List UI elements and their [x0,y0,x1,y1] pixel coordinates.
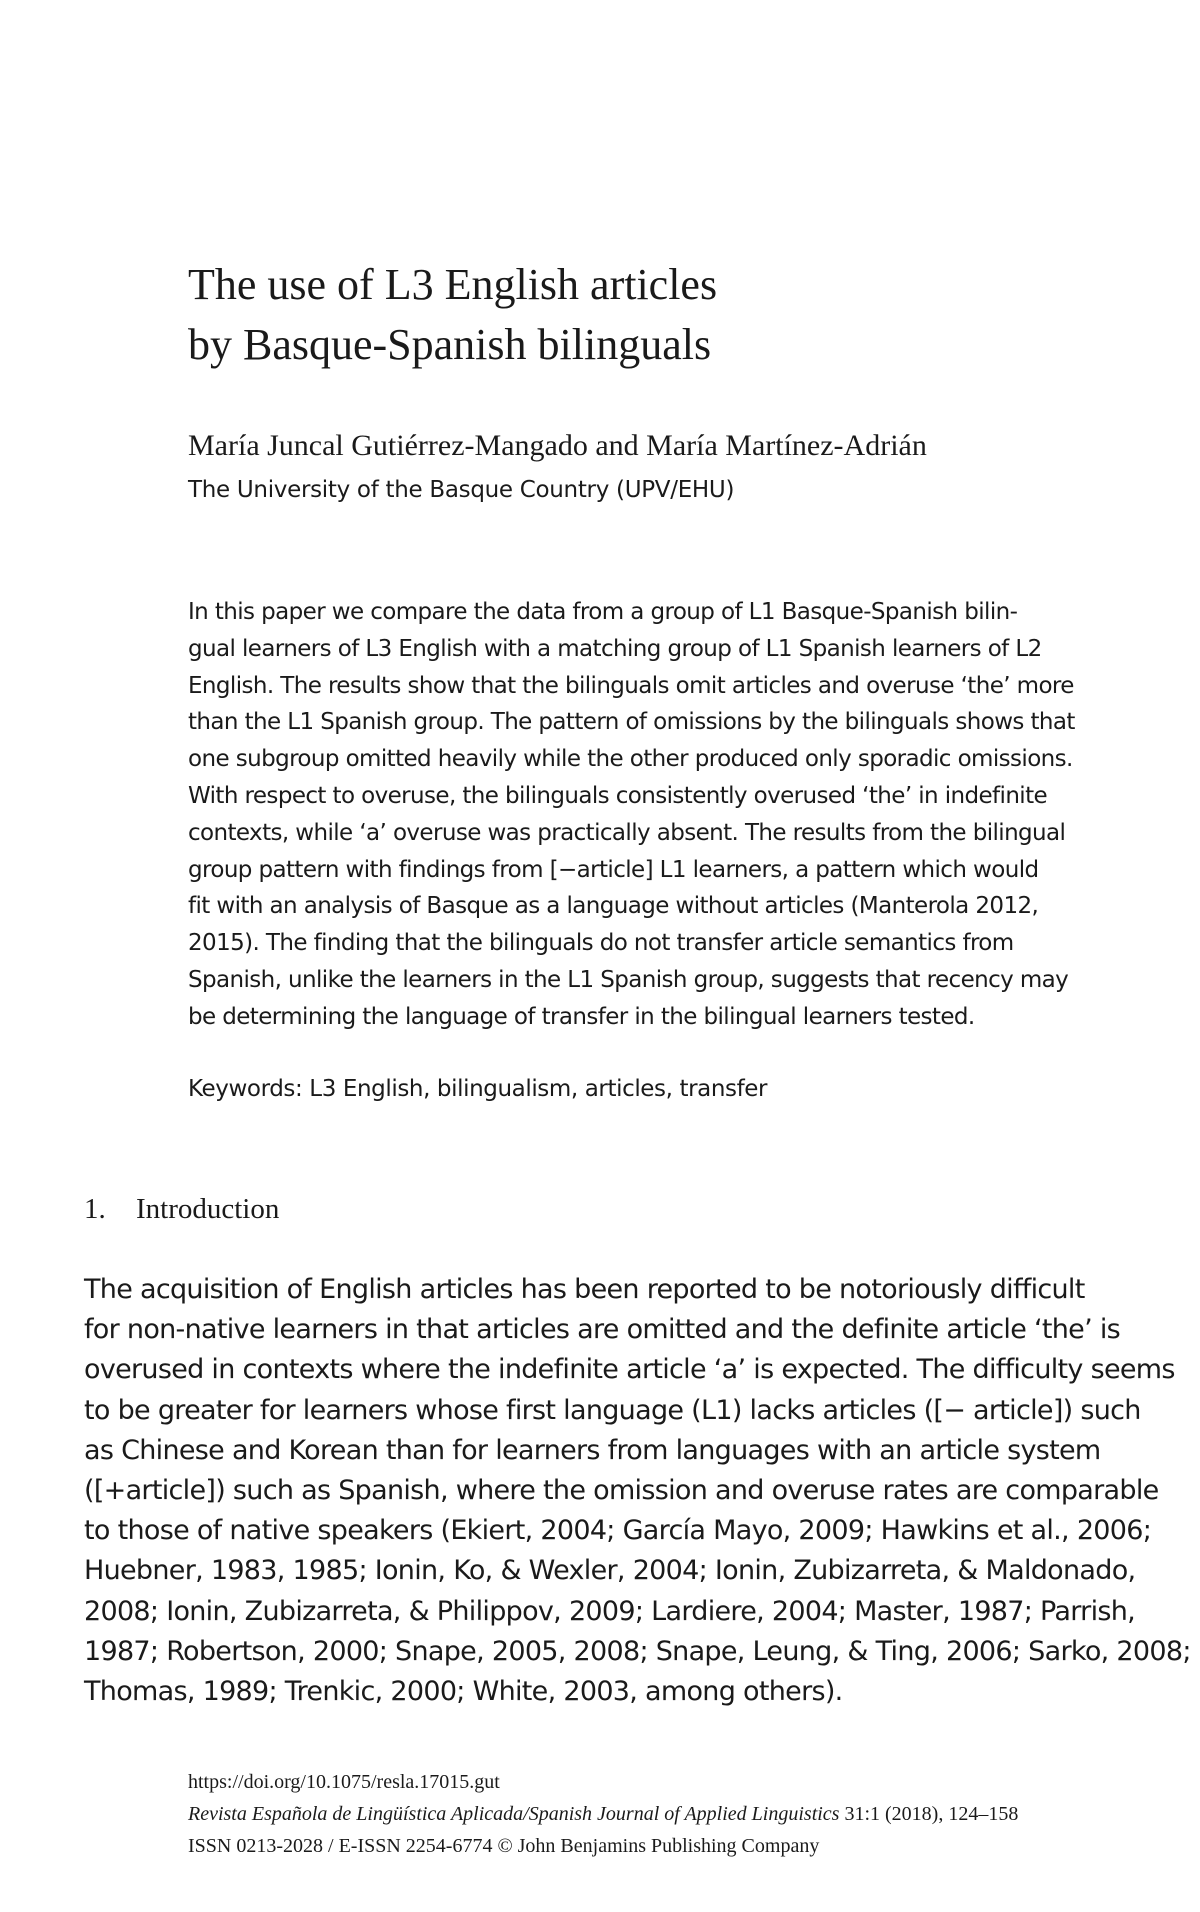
body-line: The acquisition of English articles has been reported to be notoriously difficult [84,1274,1085,1305]
affiliation: The University of the Basque Country (UPV/EHU) [188,477,735,503]
journal-citation [188,1798,1018,1830]
section-heading [84,1190,279,1228]
keywords: Keywords: L3 English, bilingualism, articles, transfer [188,1076,768,1102]
body-line: ([+article]) such as Spanish, where the omission and overuse rates are comparable [84,1475,1159,1507]
body-line: 2008; Ionin, Zubizarreta, & Philippov, 2009; Lardiere, 2004; Master, 1987; Parrish, [84,1595,1136,1627]
body-line: Huebner, 1983, 1985; Ionin, Ko, & Wexler, 2004; Ionin, Zubizarreta, & Maldonado, [84,1555,1136,1587]
footer [188,1766,1018,1862]
body-line: for non-native learners in that articles are omitted and the definite article ‘the’ is [84,1314,1121,1346]
doi-link[interactable]: https://doi.org/10.1075/resla.17015.gut [188,1771,500,1793]
abstract [188,594,1128,1036]
body-paragraph [84,1270,1191,1712]
section-number: 1. [84,1193,106,1225]
abstract-line: Spanish, unlike the learners in the L1 Spanish group, suggests that recency may [188,966,1069,993]
title-line: by Basque-Spanish bilinguals [188,320,712,370]
paper-title [188,255,1088,375]
abstract-line: With respect to overuse, the bilinguals consistently overused ‘the’ in indefinite [188,782,1048,809]
abstract-line: group pattern with findings from [−article] L1 learners, a pattern which would [188,856,1039,883]
body-line: 1987; Robertson, 2000; Snape, 2005, 2008; Snape, Leung, & Ting, 2006; Sarko, 2008; [84,1635,1191,1667]
abstract-line: be determining the language of transfer in the bilingual learners tested. [188,1003,975,1030]
abstract-line: one subgroup omitted heavily while the other produced only sporadic omissions. [188,746,1073,773]
section-title: Introduction [136,1193,280,1225]
journal-volume: 31:1 (2018), 124–158 [844,1803,1019,1825]
body-line: Thomas, 1989; Trenkic, 2000; White, 2003, among others). [84,1676,843,1708]
body-line: overused in contexts where the indefinite article ‘a’ is expected. The difficulty seems [84,1354,1175,1386]
journal-name: Revista Española de Lingüística Aplicada/Spanish Journal of Applied Linguistics [188,1803,840,1825]
body-line: as Chinese and Korean than for learners from languages with an article system [84,1434,1101,1466]
abstract-line: English. The results show that the bilinguals omit articles and overuse ‘the’ more [188,672,1074,699]
title-line: The use of L3 English articles [188,260,718,310]
abstract-line: fit with an analysis of Basque as a language without articles (Manterola 2012, [188,893,1039,920]
abstract-line: 2015). The finding that the bilinguals do not transfer article semantics from [188,930,1014,957]
body-line: to those of native speakers (Ekiert, 2004; García Mayo, 2009; Hawkins et al., 2006; [84,1515,1152,1547]
body-line: to be greater for learners whose first language (L1) lacks articles ([− article]) such [84,1394,1141,1426]
issn-line: ISSN 0213-2028 / E-ISSN 2254-6774 © John Benjamins Publishing Company [188,1835,820,1857]
abstract-line: In this paper we compare the data from a group of L1 Basque-Spanish bilin- [188,599,1018,625]
abstract-line: gual learners of L3 English with a matching group of L1 Spanish learners of L2 [188,635,1042,662]
authors: María Juncal Gutiérrez-Mangado and María Martínez-Adrián [188,429,927,462]
abstract-line: contexts, while ‘a’ overuse was practically absent. The results from the bilingual [188,819,1066,846]
abstract-line: than the L1 Spanish group. The pattern of omissions by the bilinguals shows that [188,709,1075,736]
